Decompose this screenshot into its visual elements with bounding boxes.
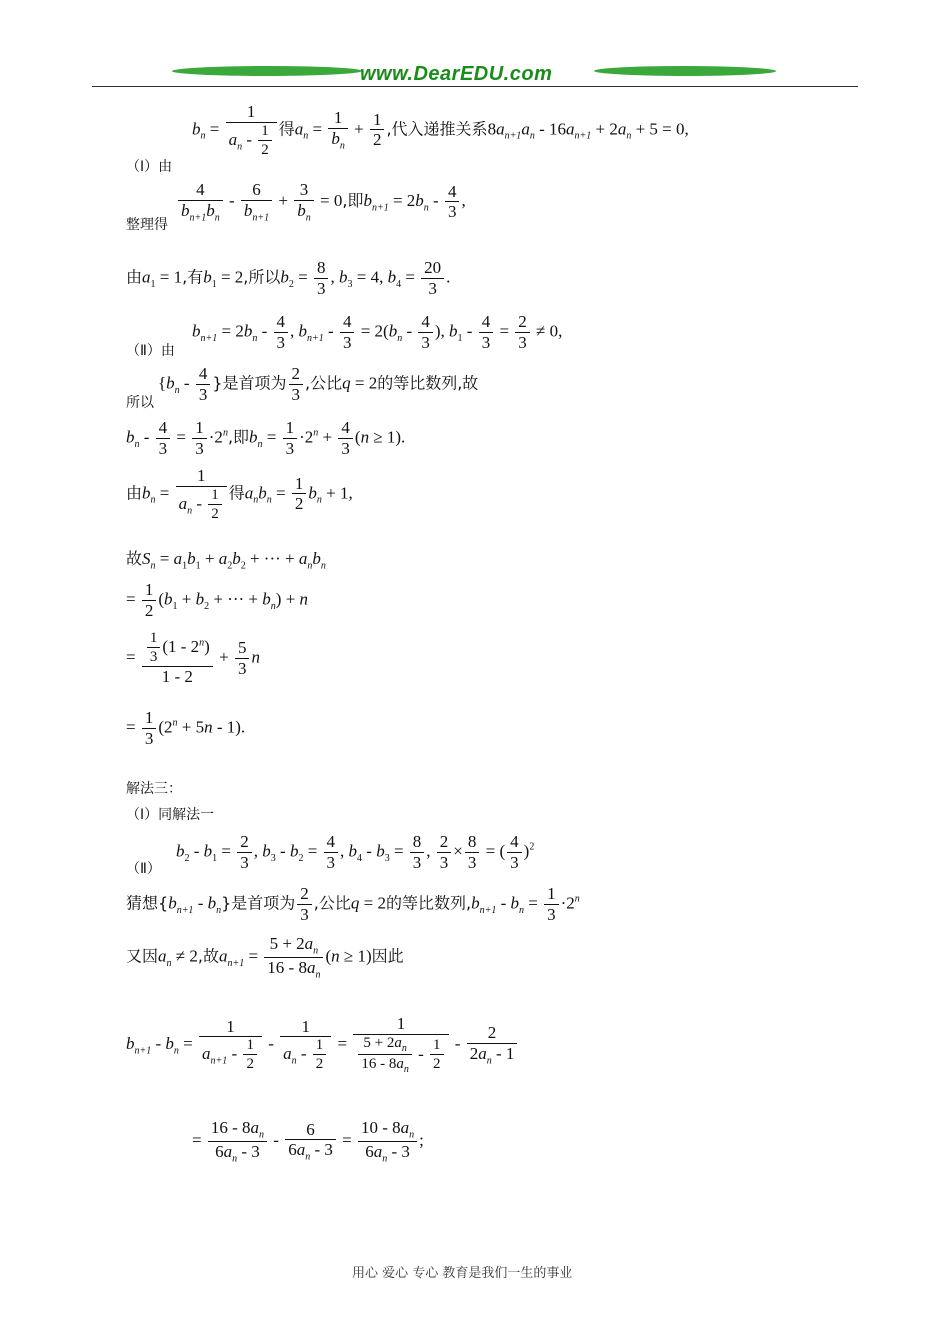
method3-title: 解法三： xyxy=(126,781,182,797)
eq-an-recurrence: 又因$a_n \ne 2$,故$a_{n+1}$ = $\frac{5 + 2a_n}{16 - 8a_n}$ (n ≥ 1)因此 xyxy=(126,934,404,981)
eq-initial: 由$a_1 = 1$,有$b_1 = 2$,所以$b_2$ = $\frac{8}{3}$ , $b_3 = 4$, $b_4$ = $\frac{20}{3}$ . xyxy=(126,258,451,298)
header-divider xyxy=(92,86,858,87)
eq-sn-step1: = $\frac{1}{2}$ ($b_1 + b_2$ + ··· + $b_n) + n$ xyxy=(126,580,309,620)
eq-difference-simplify: = $\frac{16 - 8a_n}{6a_n - 3}$ - $\frac{6}{6a_n - 3}$ = $\frac{10 - 8a_n}{6a_n - 3}$ ; xyxy=(192,1118,424,1165)
eq-geometric: {$b_n$ - $\frac{4}{3}$ }是首项为 $\frac{2}{3}$ ,公比q = 2的等比数列,故 xyxy=(158,364,479,404)
eq-sn: 故$S_n = a_1b_1 + a_2b_2$ + ··· + $a_nb_n$ xyxy=(126,549,326,572)
label-suoyi: 所以 xyxy=(126,395,154,411)
eq-conjecture: 猜想$\{b_{n+1} - b_n\}$是首项为 $\frac{2}{3}$ ,公比q = 2的等比数列$,b_{n+1} - b_n$ = $\frac{1}{3}$ $\cdot 2^n$ xyxy=(126,884,580,924)
eq-anbn: 由$b_n$ = 1 $a_n$ - $\frac{1}{2}$ 得$a_nb_n$ = $\frac{1}{2}$ $b_n + 1$, xyxy=(126,466,353,522)
eq-difference-expand: $b_{n+1} - b_n$ = 1 $a_{n+1}$ - $\frac{1}{2}$ - 1 $a_n$ - $\frac{1}{2}$ = 1 $\frac{5 + 2a_n}{16 - 8a_n}$ - $\frac{1}{2}$ - $\frac{2}{2a_n - 1}$ xyxy=(126,1014,519,1076)
label-zhengli: 整理得 xyxy=(126,217,168,233)
method3-part1: （Ⅰ）同解法一 xyxy=(126,807,215,823)
eq-recurrence: $\frac{4}{b_{n+1}b_n}$ - $\frac{6}{b_{n+1}}$ + $\frac{3}{b_n}$ = 0,即$b_{n+1} = 2b_n$ - $\frac{4}{3}$ , xyxy=(176,180,466,224)
site-logo: www.DearEDU.com xyxy=(360,63,553,85)
eq-part2: $b_{n+1} = 2b_n$ - $\frac{4}{3}$ , $b_{n+1}$ - $\frac{4}{3}$ = $2(b_n$ - $\frac{4}{3}$ ), $b_1$ - $\frac{4}{3}$ = $\frac{2}{3}$ ≠ 0, xyxy=(192,312,563,352)
footer-slogan: 用心 爱心 专心 教育是我们一生的事业 xyxy=(352,1266,573,1281)
label-part1: （Ⅰ）由 xyxy=(126,159,173,175)
eq-sn-step2: = $\frac{1}{3}$ (1 - 2$^n$) 1 - 2 + $\frac{5}{3}$ n xyxy=(126,630,260,687)
header-swoosh-right xyxy=(592,66,778,76)
method3-part2: （Ⅱ） xyxy=(126,861,161,877)
eq-bn-def: $b_n$ = 1 $a_n$ - $\frac{1}{2}$ 得$a_n$ = $\frac{1}{b_n}$ + $\frac{1}{2}$ ,代入递推关系$8a_{n+1}a_n - 16a_{n+1} + 2a_n + 5 = 0$, xyxy=(192,102,689,158)
eq-sn-result: = $\frac{1}{3}$ $(2^n + 5n - 1)$. xyxy=(126,708,246,748)
eq-bn-formula: $b_n$ - $\frac{4}{3}$ = $\frac{1}{3}$ $\cdot 2^n$,即$b_n$ = $\frac{1}{3}$ $\cdot 2^n$ + $\frac{4}{3}$ (n ≥ 1). xyxy=(126,418,406,458)
header-swoosh-left xyxy=(170,66,364,76)
label-part2: （Ⅱ）由 xyxy=(126,343,175,359)
eq-differences: $b_2 - b_1$ = $\frac{2}{3}$ , $b_3 - b_2$ = $\frac{4}{3}$ , $b_4 - b_3$ = $\frac{8}{3}$ , $\frac{2}{3}$ × $\frac{8}{3}$ = ( $\frac{4}{3}$ )$^2$ xyxy=(176,832,535,872)
